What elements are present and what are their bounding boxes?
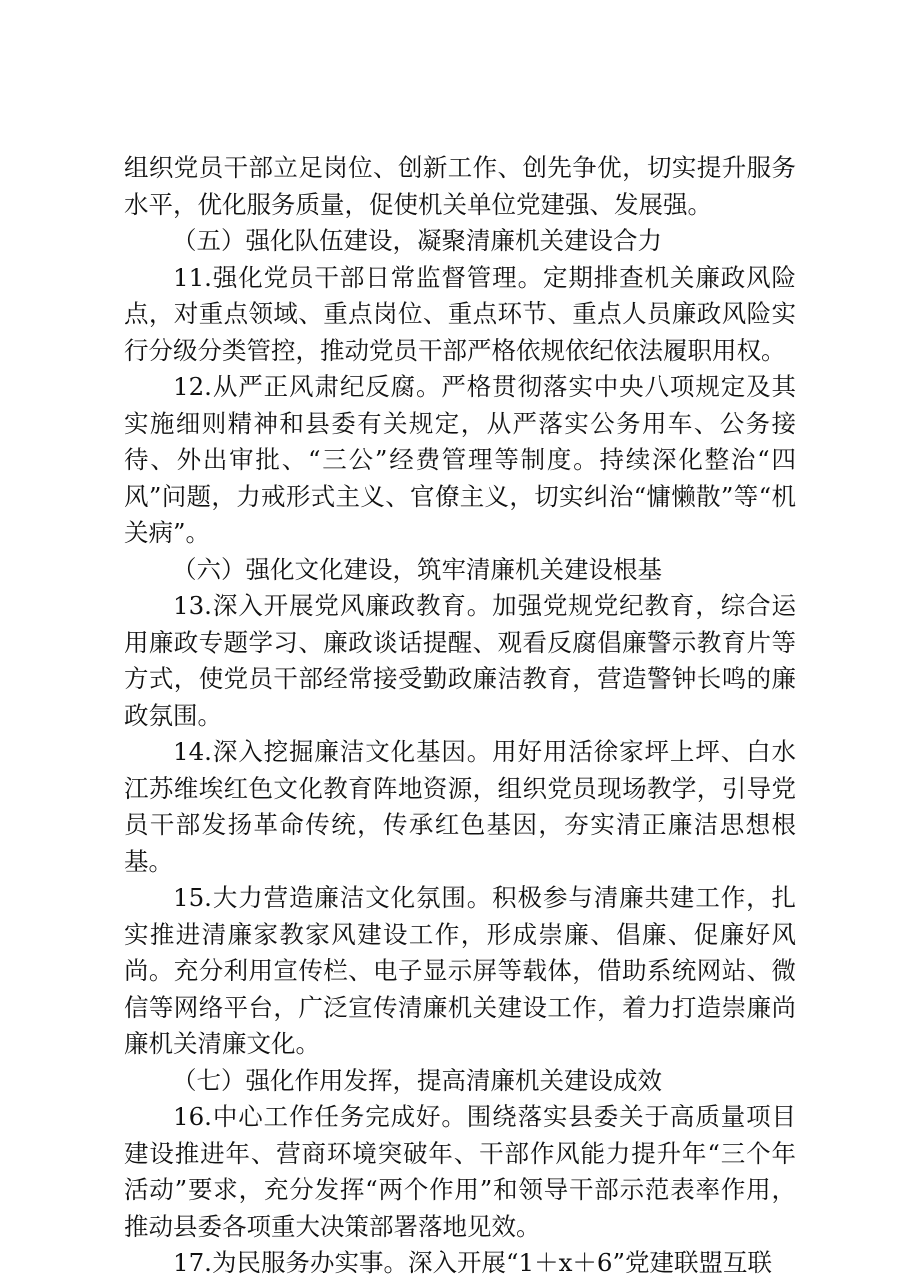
paragraph-item-15: 15.大力营造廉洁文化氛围。积极参与清廉共建工作，扎实推进清廉家教家风建设工作，形成崇廉、倡廉、促廉好风尚。充分利用宣传栏、电子显示屏等载体，借助系统网站、微信等网络平台，广泛宣传清廉机关建设工作，着力打造崇廉尚廉机关清廉文化。 [124,883,796,1058]
paragraph-item-13: 13.深入开展党风廉政教育。加强党规党纪教育，综合运用廉政专题学习、廉政谈话提醒、观看反腐倡廉警示教育片等方式，使党员干部经常接受勤政廉洁教育，营造警钟长鸣的廉政氛围。 [124,591,796,730]
paragraph-item-12: 12.从严正风肃纪反腐。严格贯彻落实中央八项规定及其实施细则精神和县委有关规定，从严落实公务用车、公务接待、外出审批、“三公”经费管理等制度。持续深化整治“四风”问题，力戒形式主义、官僚主义，切实纠治“慵懒散”等“机关病”。 [124,372,796,547]
paragraph-continuation: 组织党员干部立足岗位、创新工作、创先争优，切实提升服务水平，优化服务质量，促使机关单位党建强、发展强。 [124,153,796,219]
paragraph-item-16: 16.中心工作任务完成好。围绕落实县委关于高质量项目建设推进年、营商环境突破年、干部作风能力提升年“三个年活动”要求，充分发挥“两个作用”和领导干部示范表率作用，推动县委各项重大决策部署落地见效。 [124,1102,796,1241]
section-heading-7: （七）强化作用发挥，提高清廉机关建设成效 [172,1065,662,1095]
paragraph-item-17: 17.为民服务办实事。深入开展“1＋x＋6”党建联盟互联 [173,1248,773,1277]
section-heading-6: （六）强化文化建设，筑牢清廉机关建设根基 [172,554,662,584]
document-page [124,150,796,1282]
paragraph-item-11: 11.强化党员干部日常监督管理。定期排查机关廉政风险点，对重点领域、重点岗位、重点环节、重点人员廉政风险实行分级分类管控，推动党员干部严格依规依纪依法履职用权。 [124,262,796,365]
section-heading-5: （五）强化队伍建设，凝聚清廉机关建设合力 [172,226,662,255]
paragraph-item-14: 14.深入挖掘廉洁文化基因。用好用活徐家坪上坪、白水江苏维埃红色文化教育阵地资源，组织党员现场教学，引导党员干部发扬革命传统，传承红色基因，夯实清正廉洁思想根基。 [124,737,796,876]
